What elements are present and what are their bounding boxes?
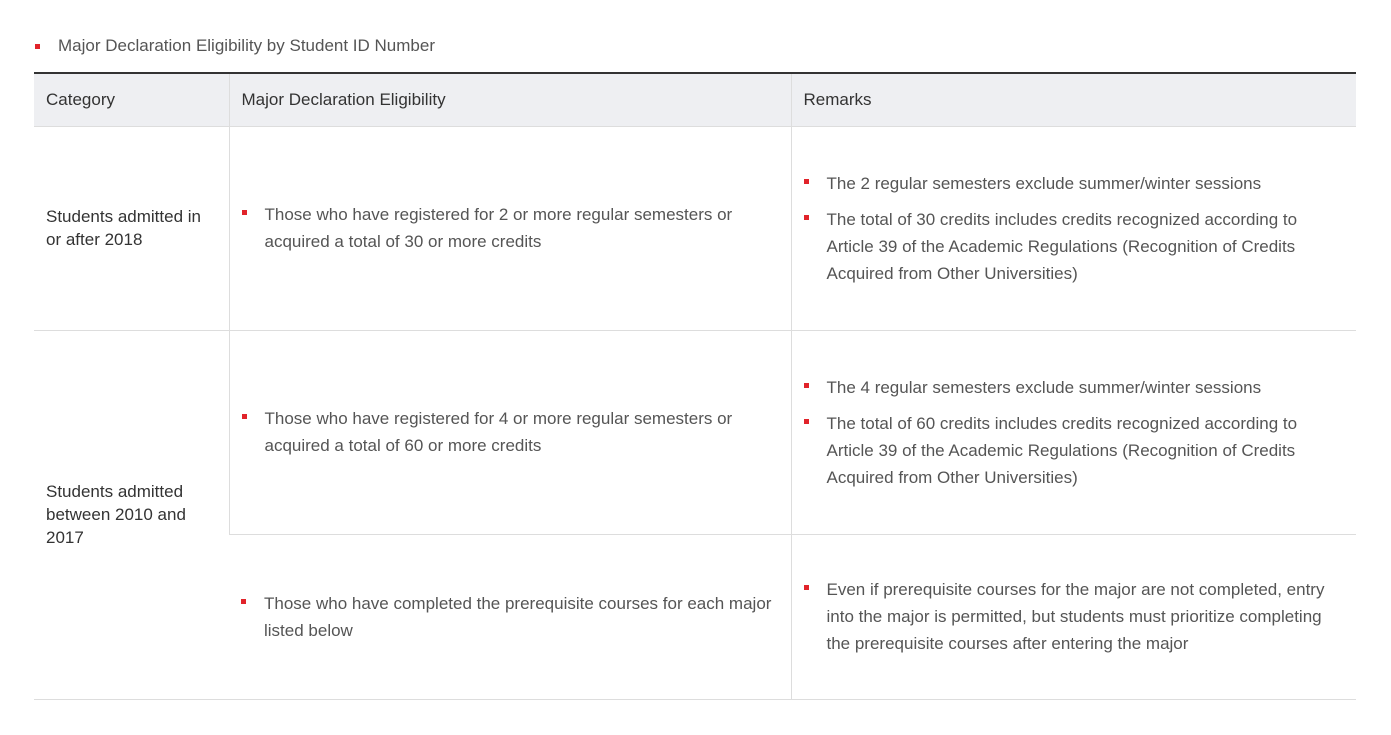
eligibility-cell xyxy=(229,126,791,330)
bullet-icon xyxy=(804,585,809,590)
category-cell: Students admitted in or after 2018 xyxy=(34,126,229,330)
eligibility-list xyxy=(241,590,779,644)
list-item xyxy=(242,201,779,255)
bullet-icon xyxy=(804,215,809,220)
list-item-text: Those who have registered for 2 or more regular semesters or acquired a total of 30 or more credits xyxy=(264,205,733,251)
bullet-icon xyxy=(242,210,247,215)
list-item xyxy=(242,405,779,459)
table-row xyxy=(34,126,1356,330)
table-row xyxy=(34,534,1356,699)
remarks-list xyxy=(804,374,1345,491)
header-remarks: Remarks xyxy=(791,73,1356,126)
list-item-text: The 2 regular semesters exclude summer/winter sessions xyxy=(826,173,1262,193)
section-title-text: Major Declaration Eligibility by Student ID Number xyxy=(58,36,435,55)
eligibility-table xyxy=(34,72,1356,700)
bullet-icon xyxy=(35,44,40,49)
header-category: Category xyxy=(34,73,229,126)
list-item-text: The total of 60 credits includes credits recognized according to Article 39 of the Academic Regulations (Recognition of Credits Acquired from Other Universities) xyxy=(826,413,1298,487)
remarks-cell xyxy=(791,126,1356,330)
eligibility-cell xyxy=(229,330,791,534)
list-item-text: The 4 regular semesters exclude summer/winter sessions xyxy=(826,377,1262,397)
bullet-icon xyxy=(804,419,809,424)
list-item xyxy=(804,410,1345,491)
eligibility-cell xyxy=(229,534,791,699)
bullet-icon xyxy=(241,599,246,604)
table-header-row xyxy=(34,73,1356,126)
remarks-list xyxy=(804,576,1345,657)
remarks-cell xyxy=(791,534,1356,699)
list-item-text: The total of 30 credits includes credits recognized according to Article 39 of the Academic Regulations (Recognition of Credits Acquired from Other Universities) xyxy=(826,209,1298,283)
bullet-icon xyxy=(242,414,247,419)
bullet-icon xyxy=(804,179,809,184)
bullet-icon xyxy=(804,383,809,388)
list-item xyxy=(241,590,779,644)
table-row xyxy=(34,330,1356,534)
list-item xyxy=(804,374,1345,401)
list-item xyxy=(804,170,1345,197)
list-item-text: Those who have registered for 4 or more regular semesters or acquired a total of 60 or more credits xyxy=(264,409,733,455)
header-eligibility: Major Declaration Eligibility xyxy=(229,73,791,126)
eligibility-list xyxy=(242,201,779,255)
remarks-cell xyxy=(791,330,1356,534)
eligibility-list xyxy=(242,405,779,459)
list-item xyxy=(804,576,1345,657)
list-item-text: Even if prerequisite courses for the major are not completed, entry into the major is permitted, but students must prioritize completing the prerequisite courses after entering the major xyxy=(826,580,1325,653)
section-title xyxy=(34,35,435,57)
list-item xyxy=(804,206,1345,287)
category-cell: Students admitted between 2010 and 2017 xyxy=(34,330,229,699)
list-item-text: Those who have completed the prerequisite courses for each major listed below xyxy=(264,593,772,640)
remarks-list xyxy=(804,170,1345,287)
